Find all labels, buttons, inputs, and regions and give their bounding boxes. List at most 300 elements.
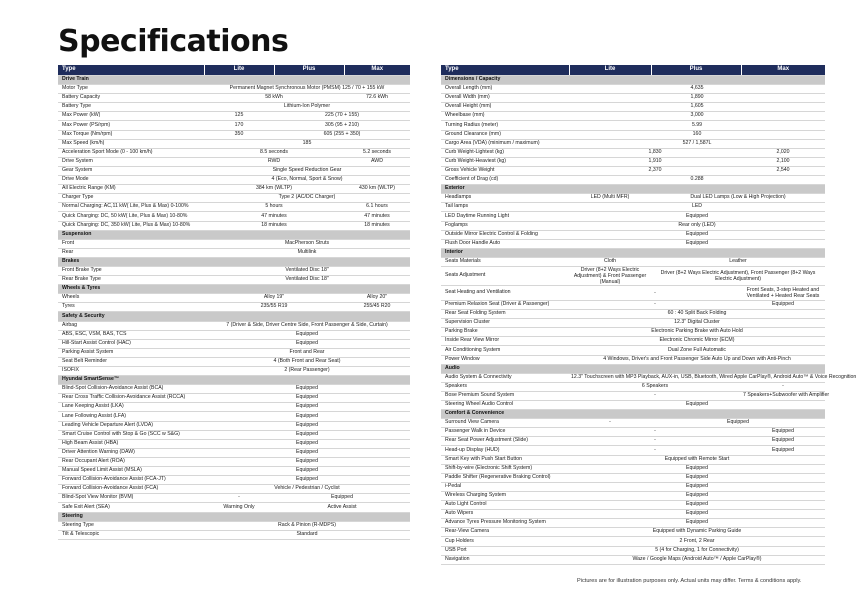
spec-label: Tilt & Telescopic (58, 530, 204, 539)
spec-value: 0.288 (569, 176, 825, 185)
spec-row (58, 494, 410, 503)
spec-label: Overall Width (mm) (441, 94, 569, 103)
table-header (58, 65, 410, 76)
spec-label: Max Speed (km/h) (58, 139, 204, 148)
spec-value: 5.99 (569, 121, 825, 130)
spec-label: Parking Assist System (58, 348, 204, 357)
spec-value: Equipped (569, 230, 825, 239)
spec-value: AWD (344, 157, 410, 166)
spec-label: Battery Capacity (58, 94, 204, 103)
spec-label: Seat Belt Reminder (58, 357, 204, 366)
spec-value: 4 Windows, Driver's and Front Passenger Side Auto Up and Down with Anti-Pinch (569, 355, 825, 364)
spec-row (58, 476, 410, 485)
spec-row (441, 473, 825, 482)
spec-value: 5 hours (204, 203, 344, 212)
spec-label: Surround View Camera (441, 419, 569, 428)
spec-value: Equipped (569, 510, 825, 519)
spec-value: 2,020 (741, 148, 825, 157)
spec-row (441, 121, 825, 130)
spec-value: 170 (204, 121, 274, 130)
spec-label: Seats Materials (441, 257, 569, 266)
spec-value: MacPherson Struts (204, 239, 410, 248)
spec-value: 7 (Driver & Side, Driver Centre Side, Front Passenger & Side, Curtain) (204, 321, 410, 330)
spec-row (441, 166, 825, 175)
spec-label: i-Pedal (441, 482, 569, 491)
spec-row (58, 148, 410, 157)
spec-row (441, 266, 825, 285)
spec-row (441, 212, 825, 221)
spec-label: Auto Wipers (441, 510, 569, 519)
spec-label: Max Power (PS/rpm) (58, 121, 204, 130)
spec-row (441, 130, 825, 139)
section-header (58, 257, 410, 266)
section-header (58, 285, 410, 294)
spec-value: - (204, 494, 274, 503)
spec-label: Supervision Cluster (441, 319, 569, 328)
spec-label: Bose Premium Sound System (441, 391, 569, 400)
section-title: Steering (58, 512, 410, 521)
spec-table-right (441, 65, 856, 565)
spec-label: Tail lamps (441, 203, 569, 212)
spec-row (441, 337, 825, 346)
spec-row (441, 482, 825, 491)
spec-row (441, 510, 825, 519)
spec-label: Front Brake Type (58, 266, 204, 275)
section-title: Brakes (58, 257, 410, 266)
spec-value: 255/45 R20 (344, 303, 410, 312)
spec-value: 60 : 40 Split Back Folding (569, 310, 825, 319)
spec-label: Rear Seat Folding System (441, 310, 569, 319)
spec-value: Equipped (204, 457, 410, 466)
spec-label: Seat Heating and Ventilation (441, 285, 569, 300)
spec-label: Auto Light Control (441, 501, 569, 510)
spec-value: Equipped (569, 464, 825, 473)
spec-value: 47 minutes (344, 212, 410, 221)
spec-value: Type 2 (AC/DC Charger) (204, 194, 410, 203)
spec-value: - (569, 428, 741, 437)
spec-value: Lithium-Ion Polymer (204, 103, 410, 112)
spec-value: Equipped (204, 412, 410, 421)
spec-label: Smart Cruise Control with Stop & Go (SCC w S&G) (58, 430, 204, 439)
spec-value: - (569, 437, 741, 446)
spec-label: Quick Charging: DC, 350 kW( Lite, Plus & Max) 10-80% (58, 221, 204, 230)
spec-value: Dual LED Lamps (Low & High Projection) (651, 194, 825, 203)
spec-value: - (569, 285, 741, 300)
spec-label: Lane Following Assist (LFA) (58, 412, 204, 421)
spec-row (58, 403, 410, 412)
spec-value: Equipped (569, 482, 825, 491)
spec-value: Front and Rear (204, 348, 410, 357)
spec-row (441, 491, 825, 500)
spec-value: 1,830 (569, 148, 741, 157)
section-header (58, 76, 410, 85)
spec-row (58, 457, 410, 466)
spec-row (58, 276, 410, 285)
spec-row (441, 419, 825, 428)
spec-row (441, 194, 825, 203)
spec-row (58, 103, 410, 112)
spec-row (441, 401, 825, 410)
spec-label: Head-up Display (HUD) (441, 446, 569, 455)
spec-row (58, 467, 410, 476)
spec-row (58, 321, 410, 330)
spec-value: Equipped (204, 403, 410, 412)
spec-label: Forward Collision-Avoidance Assist (FCA-JT) (58, 476, 204, 485)
spec-value: Equipped (569, 239, 825, 248)
spec-label: All Electric Range (KM) (58, 185, 204, 194)
spec-label: Inside Rear View Mirror (441, 337, 569, 346)
spec-row (441, 221, 825, 230)
spec-label: Airbag (58, 321, 204, 330)
spec-value: 5 (4 for Charging, 1 for Connectivity) (569, 546, 825, 555)
spec-label: Rear (58, 248, 204, 257)
spec-value: Electronic Chromic Mirror (ECM) (569, 337, 825, 346)
spec-value: Equipped with Dynamic Parking Guide (569, 528, 825, 537)
spec-value: Equipped (204, 385, 410, 394)
spec-label: Flush Door Handle Auto (441, 239, 569, 248)
section-header (441, 410, 825, 419)
spec-row (441, 464, 825, 473)
spec-value: Equipped (204, 394, 410, 403)
spec-label: Manual Speed Limit Assist (MSLA) (58, 467, 204, 476)
spec-label: Hill-Start Assist Control (HAC) (58, 339, 204, 348)
spec-label: Drive System (58, 157, 204, 166)
spec-row (58, 339, 410, 348)
spec-value: Dual Zone Full Automatic (569, 346, 825, 355)
spec-value: 235/55 R19 (204, 303, 344, 312)
spec-label: Rear Brake Type (58, 276, 204, 285)
spec-row (58, 157, 410, 166)
spec-value: Equipped (204, 339, 410, 348)
spec-value: Alloy 19" (204, 294, 344, 303)
spec-value: 12.3" Touchscreen with MP3 Playback, AUX-in, USB, Bluetooth, Wired Apple CarPlay®, Android Auto™ & Voice Recognition (569, 373, 825, 382)
spec-label: Air Conditioning System (441, 346, 569, 355)
spec-value: 2 (Rear Passenger) (204, 367, 410, 376)
spec-label: Power Window (441, 355, 569, 364)
spec-row (58, 139, 410, 148)
spec-value: Rear only (LED) (569, 221, 825, 230)
spec-value: LED (569, 203, 825, 212)
spec-row (441, 528, 825, 537)
spec-label: Battery Type (58, 103, 204, 112)
spec-value: 6 Speakers (569, 382, 741, 391)
spec-label: LED Daytime Running Light (441, 212, 569, 221)
spec-value: Driver (8+2 Ways Electric Adjustment) & Front Passenger (Manual) (569, 266, 651, 285)
spec-label: Overall Height (mm) (441, 103, 569, 112)
spec-label: Lane Keeping Assist (LKA) (58, 403, 204, 412)
spec-value: 160 (569, 130, 825, 139)
spec-value: Equipped (204, 330, 410, 339)
spec-row (58, 530, 410, 539)
spec-row (58, 212, 410, 221)
spec-label: Parking Brake (441, 328, 569, 337)
spec-label: Audio System & Connectivity (441, 373, 569, 382)
spec-label: Curb Weight-Lightest (kg) (441, 148, 569, 157)
spec-label: Ground Clearance (mm) (441, 130, 569, 139)
spec-value: 225 (70 + 155) (274, 112, 410, 121)
section-title: Interior (441, 248, 825, 257)
spec-value: Equipped (204, 421, 410, 430)
spec-label: ABS, ESC, VSM, BAS, TCS (58, 330, 204, 339)
spec-value: 18 minutes (344, 221, 410, 230)
spec-label: Steering Wheel Audio Control (441, 401, 569, 410)
spec-value: Ventilated Disc 18" (204, 276, 410, 285)
spec-row (441, 310, 825, 319)
spec-label: High Beam Assist (HBA) (58, 439, 204, 448)
spec-value: Equipped (274, 494, 410, 503)
spec-row (441, 94, 825, 103)
spec-label: Blind-Spot View Monitor (BVM) (58, 494, 204, 503)
spec-value: 125 (204, 112, 274, 121)
spec-label: Max Torque (Nm/rpm) (58, 130, 204, 139)
spec-value: Waze / Google Maps (Android Auto™ / Apple CarPlay®) (569, 555, 825, 564)
spec-label: Coefficient of Drag (cd) (441, 176, 569, 185)
spec-row (441, 546, 825, 555)
section-header (441, 364, 825, 373)
spec-row (441, 428, 825, 437)
spec-row (441, 328, 825, 337)
section-title: Exterior (441, 185, 825, 194)
spec-label: Gear System (58, 166, 204, 175)
spec-row (441, 319, 825, 328)
spec-row (441, 391, 825, 400)
spec-row (441, 373, 825, 382)
spec-value: Rack & Pinion (R-MDPS) (204, 521, 410, 530)
spec-label: Steering Type (58, 521, 204, 530)
spec-label: Seats Adjustment (441, 266, 569, 285)
spec-row (441, 239, 825, 248)
spec-label: Advance Tyres Pressure Monitoring System (441, 519, 569, 528)
spec-value: 12.3" Digital Cluster (569, 319, 825, 328)
section-header (58, 312, 410, 321)
spec-row (58, 248, 410, 257)
spec-row (58, 394, 410, 403)
spec-value: Active Assist (274, 503, 410, 512)
spec-row (58, 385, 410, 394)
spec-value: 3,000 (569, 112, 825, 121)
header-max: Max (741, 65, 825, 76)
spec-value: 8.5 seconds (204, 148, 344, 157)
section-header (58, 512, 410, 521)
spec-label: Rear Occupant Alert (ROA) (58, 457, 204, 466)
spec-row (58, 112, 410, 121)
spec-value: 4 (Eco, Normal, Sport & Snow) (204, 176, 410, 185)
spec-value: 1,910 (569, 157, 741, 166)
section-title: Drive Train (58, 76, 410, 85)
spec-table-left (58, 65, 410, 540)
spec-value: Equipped (741, 300, 825, 309)
spec-value: 185 (204, 139, 410, 148)
spec-value: 527 / 1,587L (569, 139, 825, 148)
spec-label: USB Port (441, 546, 569, 555)
spec-value: 2,100 (741, 157, 825, 166)
spec-label: Smart Key with Push Start Button (441, 455, 569, 464)
spec-value: LED (Multi MFR) (569, 194, 651, 203)
spec-value: Equipped (651, 419, 825, 428)
spec-label: Max Power (kW) (58, 112, 204, 121)
spec-value: Equipped (741, 446, 825, 455)
footnote: Pictures are for illustration purposes only. Actual units may differ. Terms & conditions apply. (577, 578, 802, 584)
spec-label: Cup Holders (441, 537, 569, 546)
spec-label: Leading Vehicle Departure Alert (LVDA) (58, 421, 204, 430)
spec-value: 4 (Both Front and Rear Seat) (204, 357, 410, 366)
spec-value: Equipped with Remote Start (569, 455, 825, 464)
spec-value: Equipped (741, 428, 825, 437)
spec-value: Equipped (569, 519, 825, 528)
spec-label: Outside Mirror Electric Control & Folding (441, 230, 569, 239)
spec-row (441, 437, 825, 446)
section-header (441, 185, 825, 194)
spec-row (441, 148, 825, 157)
spec-label: Gross Vehicle Weight (441, 166, 569, 175)
spec-row (58, 194, 410, 203)
spec-value: 58 kWh (204, 94, 344, 103)
spec-value: - (569, 419, 651, 428)
spec-row (58, 357, 410, 366)
spec-value: Vehicle / Pedestrian / Cyclist (204, 485, 410, 494)
spec-value: 430 km (WLTP) (344, 185, 410, 194)
spec-row (441, 519, 825, 528)
spec-label: Navigation (441, 555, 569, 564)
spec-row (441, 446, 825, 455)
spec-row (58, 239, 410, 248)
spec-row (441, 139, 825, 148)
spec-value: Single Speed Reduction Gear (204, 166, 410, 175)
spec-label: Rear-View Camera (441, 528, 569, 537)
spec-row (441, 257, 825, 266)
spec-label: Paddle Shifter (Regenerative Braking Control) (441, 473, 569, 482)
spec-row (58, 348, 410, 357)
spec-value: Ventilated Disc 18" (204, 266, 410, 275)
section-title: Wheels & Tyres (58, 285, 410, 294)
section-title: Hyundai SmartSense™ (58, 376, 410, 385)
spec-value: 305 (95 + 210) (274, 121, 410, 130)
spec-row (58, 221, 410, 230)
spec-row (441, 203, 825, 212)
spec-row (58, 203, 410, 212)
spec-row (58, 421, 410, 430)
spec-label: Shift-by-wire (Electronic Shift System) (441, 464, 569, 473)
spec-row (58, 294, 410, 303)
spec-label: Rear Seat Power Adjustment (Slide) (441, 437, 569, 446)
spec-value: 18 minutes (204, 221, 344, 230)
spec-label: Drive Mode (58, 176, 204, 185)
spec-value: Equipped (204, 448, 410, 457)
spec-value: 6.1 hours (344, 203, 410, 212)
section-header (58, 376, 410, 385)
header-type: Type (441, 65, 569, 76)
spec-value: 2,370 (569, 166, 741, 175)
spec-value: 47 minutes (204, 212, 344, 221)
spec-value: 72.6 kWh (344, 94, 410, 103)
spec-row (441, 501, 825, 510)
header-plus: Plus (651, 65, 741, 76)
spec-label: Foglamps (441, 221, 569, 230)
spec-row (441, 555, 825, 564)
header-lite: Lite (569, 65, 651, 76)
section-header (441, 76, 825, 85)
spec-row (58, 448, 410, 457)
header-plus: Plus (274, 65, 344, 76)
spec-label: Driver Attention Warning (DAW) (58, 448, 204, 457)
section-header (441, 248, 825, 257)
spec-label: Tyres (58, 303, 204, 312)
spec-value: 7 Speakers+Subwoofer with Amplifier (741, 391, 825, 400)
spec-label: Blind-Spot Collision-Avoidance Assist (BCA) (58, 385, 204, 394)
spec-value: - (569, 446, 741, 455)
spec-row (58, 94, 410, 103)
spec-label: Quick Charging: DC, 50 kW( Lite, Plus & Max) 10-80% (58, 212, 204, 221)
section-title: Audio (441, 364, 825, 373)
spec-row (441, 285, 825, 300)
spec-value: 605 (255 + 350) (274, 130, 410, 139)
spec-label: ISOFIX (58, 367, 204, 376)
spec-value: - (741, 382, 825, 391)
spec-value: Leather (651, 257, 825, 266)
spec-label: Motor Type (58, 85, 204, 94)
spec-row (58, 521, 410, 530)
spec-value: Standard (204, 530, 410, 539)
spec-value: Equipped (204, 430, 410, 439)
spec-label: Headlamps (441, 194, 569, 203)
spec-row (58, 430, 410, 439)
spec-value: 384 km (WLTP) (204, 185, 344, 194)
spec-label: Cargo Area (VDA) (minimum / maximum) (441, 139, 569, 148)
table-header (441, 65, 825, 76)
spec-value: 350 (204, 130, 274, 139)
spec-value: - (569, 391, 741, 400)
spec-row (58, 439, 410, 448)
spec-value: Equipped (204, 476, 410, 485)
spec-label: Passenger Walk in Device (441, 428, 569, 437)
spec-label: Acceleration Sport Mode (0 - 100 km/h) (58, 148, 204, 157)
spec-row (58, 166, 410, 175)
spec-row (58, 303, 410, 312)
spec-row (58, 121, 410, 130)
spec-row (58, 485, 410, 494)
spec-label: Rear Cross Traffic Collision-Avoidance Assist (RCCA) (58, 394, 204, 403)
spec-row (441, 176, 825, 185)
spec-value: Front Seats, 3-step Heated and Ventilated + Heated Rear Seats (741, 285, 825, 300)
spec-label: Wheelbase (mm) (441, 112, 569, 121)
spec-row (58, 130, 410, 139)
spec-label: Curb Weight-Heaviest (kg) (441, 157, 569, 166)
header-max: Max (344, 65, 410, 76)
spec-value: Electronic Parking Brake with Auto Hold (569, 328, 825, 337)
spec-value: Multilink (204, 248, 410, 257)
spec-label: Normal Charging: AC,11 kW( Lite, Plus & Max) 0-100% (58, 203, 204, 212)
spec-row (441, 382, 825, 391)
spec-row (58, 185, 410, 194)
spec-label: Overall Length (mm) (441, 85, 569, 94)
spec-value: 1,605 (569, 103, 825, 112)
spec-row (58, 412, 410, 421)
section-title: Dimensions / Capacity (441, 76, 825, 85)
spec-row (441, 103, 825, 112)
spec-value: Equipped (569, 491, 825, 500)
spec-row (58, 85, 410, 94)
spec-row (58, 266, 410, 275)
spec-value: Permanent Magnet Synchronous Motor (PMSM) 125 / 70 + 155 kW (204, 85, 410, 94)
spec-row (441, 537, 825, 546)
spec-label: Forward Collision-Avoidance Assist (FCA) (58, 485, 204, 494)
spec-label: Wireless Charging System (441, 491, 569, 500)
spec-label: Speakers (441, 382, 569, 391)
spec-row (441, 112, 825, 121)
spec-value: Warning Only (204, 503, 274, 512)
spec-label: Wheels (58, 294, 204, 303)
spec-row (441, 455, 825, 464)
